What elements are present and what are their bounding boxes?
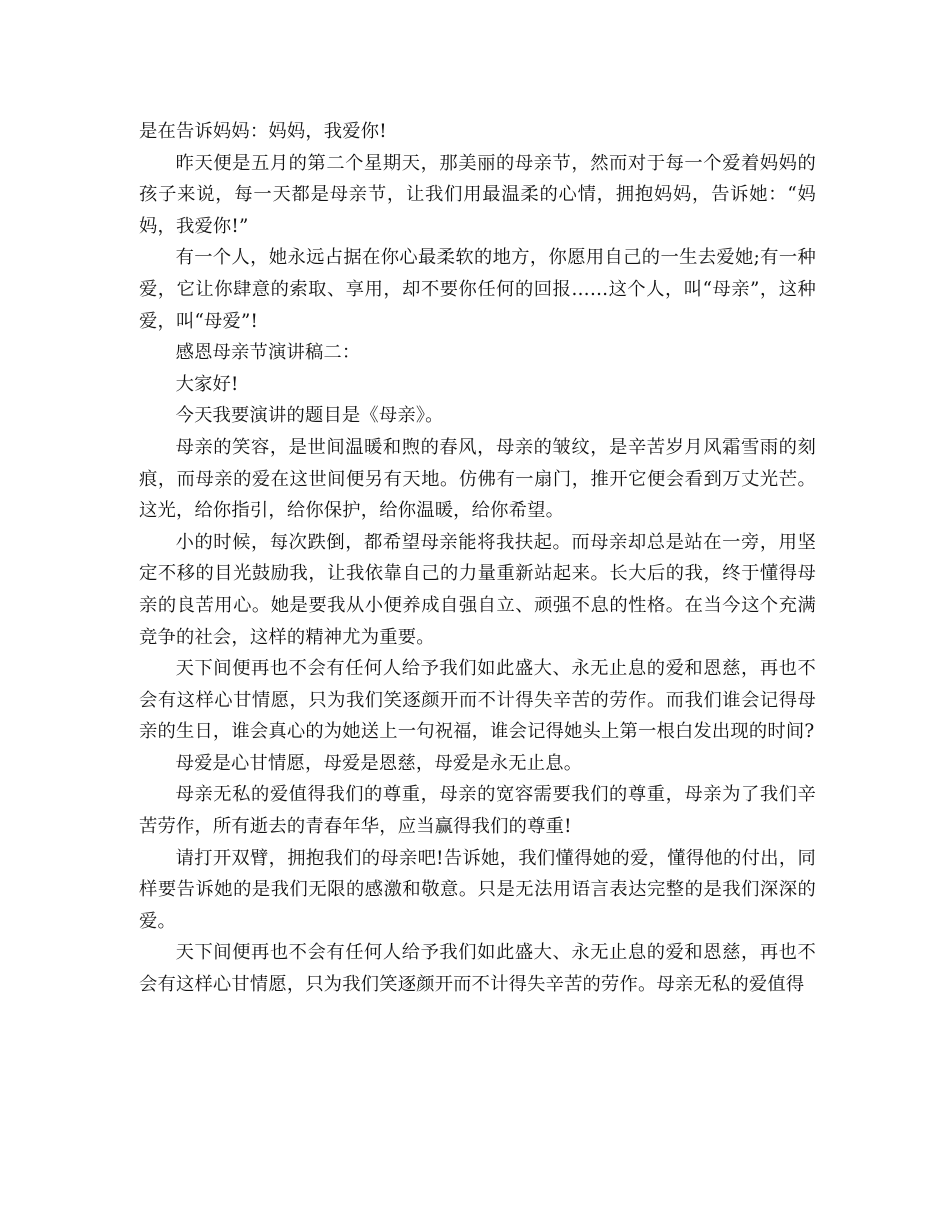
- paragraph: 天下间便再也不会有任何人给予我们如此盛大、永无止息的爱和恩慈，再也不会有这样心甘情愿，只为我们笑逐颜开而不计得失辛苦的劳作。母亲无私的爱值得: [139, 942, 816, 996]
- paragraph: 小的时候，每次跌倒，都希望母亲能将我扶起。而母亲却总是站在一旁，用坚定不移的目光鼓励我，让我依靠自己的力量重新站起来。长大后的我，终于懂得母亲的良苦用心。她是要我从小便养成自强自立、顽强不息的性格。在当今这个充满竞争的社会，这样的精神尤为重要。: [139, 531, 816, 648]
- paragraph: 昨天便是五月的第二个星期天，那美丽的母亲节，然而对于每一个爱着妈妈的孩子来说，每一天都是母亲节，让我们用最温柔的心情，拥抱妈妈，告诉她：“妈妈，我爱你!”: [139, 152, 816, 237]
- paragraph: 母亲无私的爱值得我们的尊重，母亲的宽容需要我们的尊重，母亲为了我们辛苦劳作，所有逝去的青春年华，应当赢得我们的尊重!: [139, 784, 816, 838]
- paragraph: 母爱是心甘情愿，母爱是恩慈，母爱是永无止息。: [175, 752, 583, 774]
- paragraph: 有一个人，她永远占据在你心最柔软的地方，你愿用自己的一生去爱她;有一种爱，它让你肆意的索取、享用，却不要你任何的回报……这个人，叫“母亲”，这种爱，叫“母爱”!: [139, 247, 816, 332]
- greeting: 大家好!: [175, 373, 239, 395]
- document-body: [139, 116, 816, 1001]
- paragraph: 今天我要演讲的题目是《母亲》。: [175, 405, 444, 427]
- section-heading: 感恩母亲节演讲稿二：: [175, 342, 361, 364]
- paragraph: 天下间便再也不会有任何人给予我们如此盛大、永无止息的爱和恩慈，再也不会有这样心甘情愿，只为我们笑逐颜开而不计得失辛苦的劳作。而我们谁会记得母亲的生日，谁会真心的为她送上一句祝福，谁会记得她头上第一根白发出现的时间?: [139, 658, 816, 743]
- paragraph-continuation: 是在告诉妈妈：妈妈，我爱你!: [139, 121, 387, 142]
- paragraph: 母亲的笑容，是世间温暖和煦的春风，母亲的皱纹，是辛苦岁月风霜雪雨的刻痕，而母亲的爱在这世间便另有天地。仿佛有一扇门，推开它便会看到万丈光芒。这光，给你指引，给你保护，给你温暖，给你希望。: [139, 436, 816, 522]
- paragraph: 请打开双臂，拥抱我们的母亲吧!告诉她，我们懂得她的爱，懂得他的付出，同样要告诉她的是我们无限的感激和敬意。只是无法用语言表达完整的是我们深深的爱。: [139, 847, 816, 932]
